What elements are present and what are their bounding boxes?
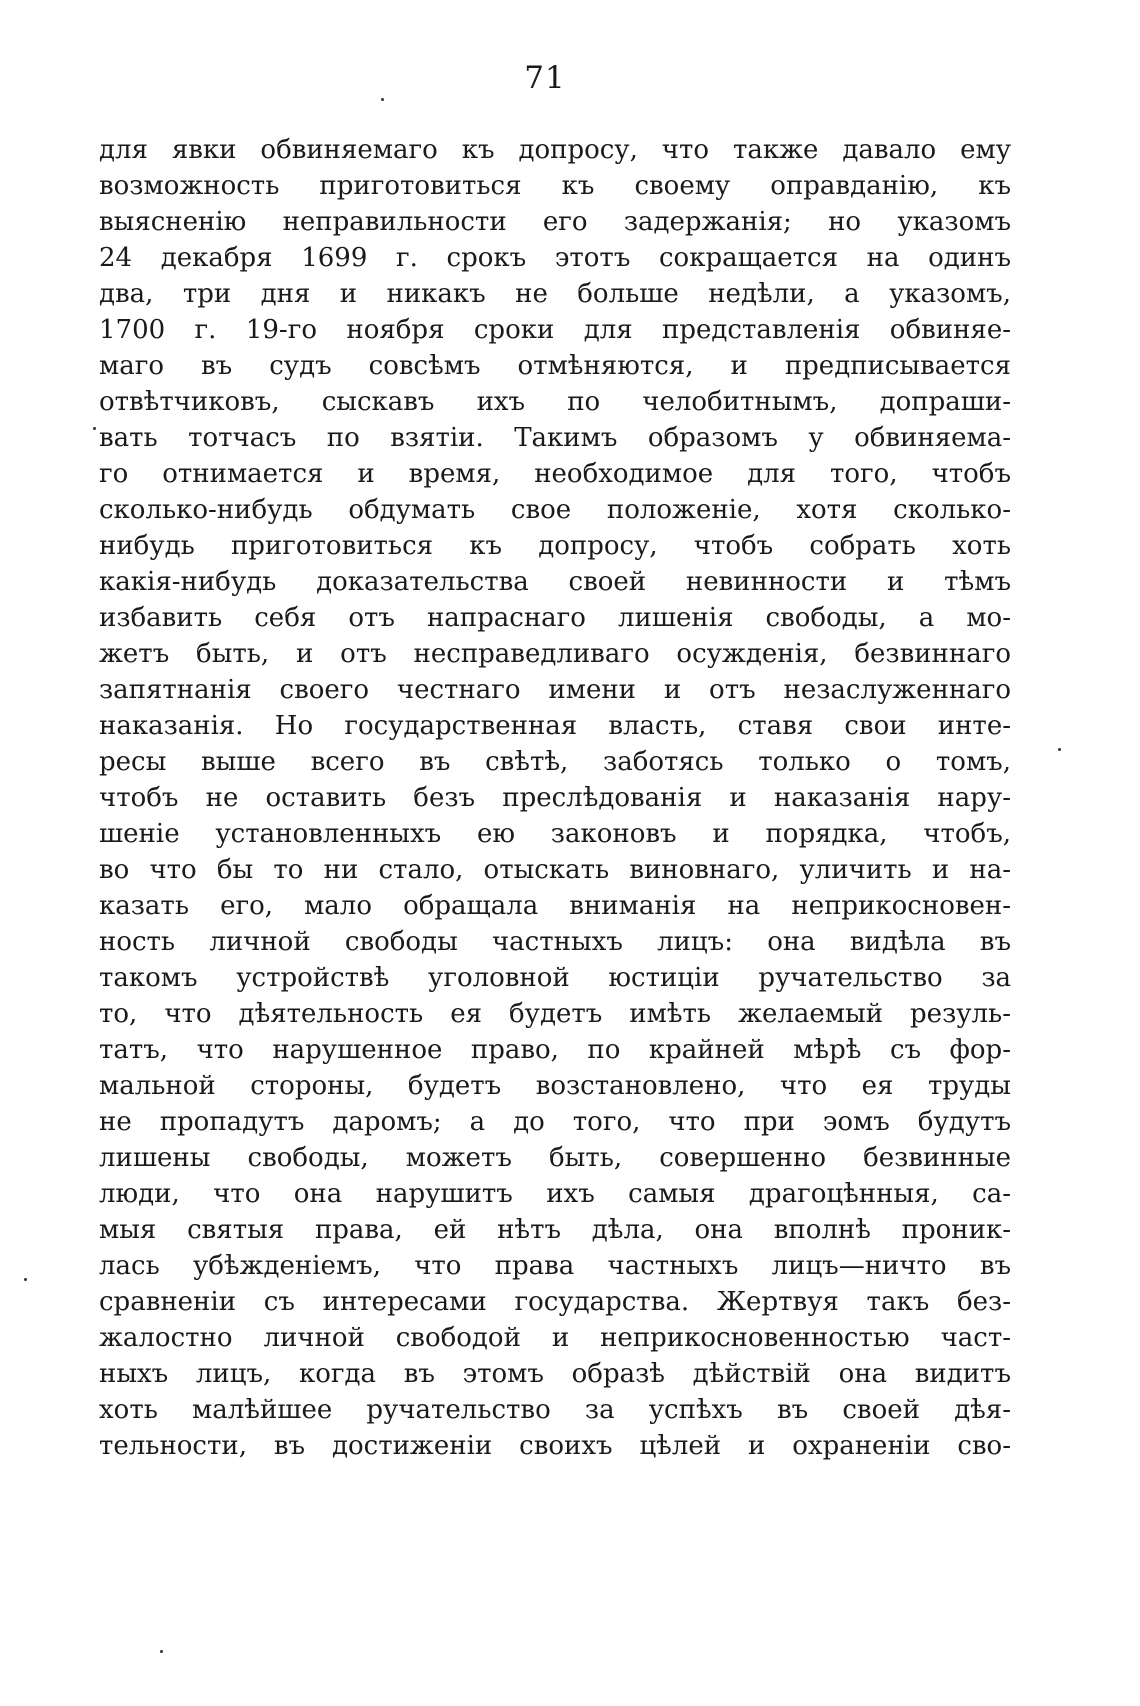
text-line: то, что дѣятельность ея будетъ имѣть желаемый резуль-	[99, 999, 1011, 1029]
page-number: 71	[524, 60, 566, 96]
text-line: не пропадутъ даромъ; а до того, что при эомъ будутъ	[99, 1107, 1011, 1137]
text-line: мыя святыя права, ей нѣтъ дѣла, она вполнѣ проник-	[99, 1215, 1011, 1245]
text-line: татъ, что нарушенное право, по крайней мѣрѣ съ фор-	[99, 1035, 1011, 1065]
text-line: жалостно личной свободой и неприкосновенностью част-	[99, 1323, 1011, 1353]
scan-speck	[93, 427, 96, 430]
text-line: 24 декабря 1699 г. срокъ этотъ сокращается на одинъ	[99, 243, 1011, 273]
text-line: чтобъ не оставить безъ преслѣдованія и наказанія нару-	[99, 783, 1011, 813]
text-line: отвѣтчиковъ, сыскавъ ихъ по челобитнымъ, допраши-	[99, 387, 1011, 417]
text-line: тельности, въ достиженіи своихъ цѣлей и охраненіи сво-	[99, 1431, 1011, 1461]
text-line: выясненію неправильности его задержанія; но указомъ	[99, 207, 1011, 237]
text-line: лишены свободы, можетъ быть, совершенно безвинные	[99, 1143, 1011, 1173]
body-text	[99, 132, 1011, 1464]
text-line: два, три дня и никакъ не больше недѣли, а указомъ,	[99, 279, 1011, 309]
text-line: какія-нибудь доказательства своей невинности и тѣмъ	[99, 567, 1011, 597]
text-line: 1700 г. 19-го ноября сроки для представленія обвиняе-	[99, 315, 1011, 345]
text-line: наказанія. Но государственная власть, ставя свои инте-	[99, 711, 1011, 741]
text-line: маго въ судъ совсѣмъ отмѣняются, и предписывается	[99, 351, 1011, 381]
scan-speck	[381, 98, 384, 101]
text-line: во что бы то ни стало, отыскать виновнаго, уличить и на-	[99, 855, 1011, 885]
text-line: ресы выше всего въ свѣтѣ, заботясь только о томъ,	[99, 747, 1011, 777]
text-line: жетъ быть, и отъ несправедливаго осужденія, безвиннаго	[99, 639, 1011, 669]
text-line: лась убѣжденіемъ, что права частныхъ лицъ—ничто въ	[99, 1251, 1011, 1281]
text-line: запятнанія своего честнаго имени и отъ незаслуженнаго	[99, 675, 1011, 705]
text-line: ныхъ лицъ, когда въ этомъ образѣ дѣйствій она видитъ	[99, 1359, 1011, 1389]
scan-speck	[1058, 748, 1061, 751]
text-line: казать его, мало обращала вниманія на неприкосновен-	[99, 891, 1011, 921]
text-line: вать тотчасъ по взятіи. Такимъ образомъ у обвиняема-	[99, 423, 1011, 453]
text-line: мальной стороны, будетъ возстановлено, что ея труды	[99, 1071, 1011, 1101]
text-line: шеніе установленныхъ ею законовъ и порядка, чтобъ,	[99, 819, 1011, 849]
text-line: для явки обвиняемаго къ допросу, что также давало ему	[99, 135, 1011, 165]
text-line: сколько-нибудь обдумать свое положеніе, хотя сколько-	[99, 495, 1011, 525]
text-line: сравненіи съ интересами государства. Жертвуя такъ без-	[99, 1287, 1011, 1317]
text-line: избавить себя отъ напраснаго лишенія свободы, а мо-	[99, 603, 1011, 633]
scan-speck	[24, 1278, 27, 1281]
text-line: ность личной свободы частныхъ лицъ: она видѣла въ	[99, 927, 1011, 957]
text-line: го отнимается и время, необходимое для того, чтобъ	[99, 459, 1011, 489]
text-line: нибудь приготовиться къ допросу, чтобъ собрать хоть	[99, 531, 1011, 561]
text-line: хоть малѣйшее ручательство за успѣхъ въ своей дѣя-	[99, 1395, 1011, 1425]
scan-speck	[160, 1650, 163, 1653]
text-line: люди, что она нарушитъ ихъ самыя драгоцѣнныя, са-	[99, 1179, 1011, 1209]
text-line: такомъ устройствѣ уголовной юстиціи ручательство за	[99, 963, 1011, 993]
text-line: возможность приготовиться къ своему оправданію, къ	[99, 171, 1011, 201]
